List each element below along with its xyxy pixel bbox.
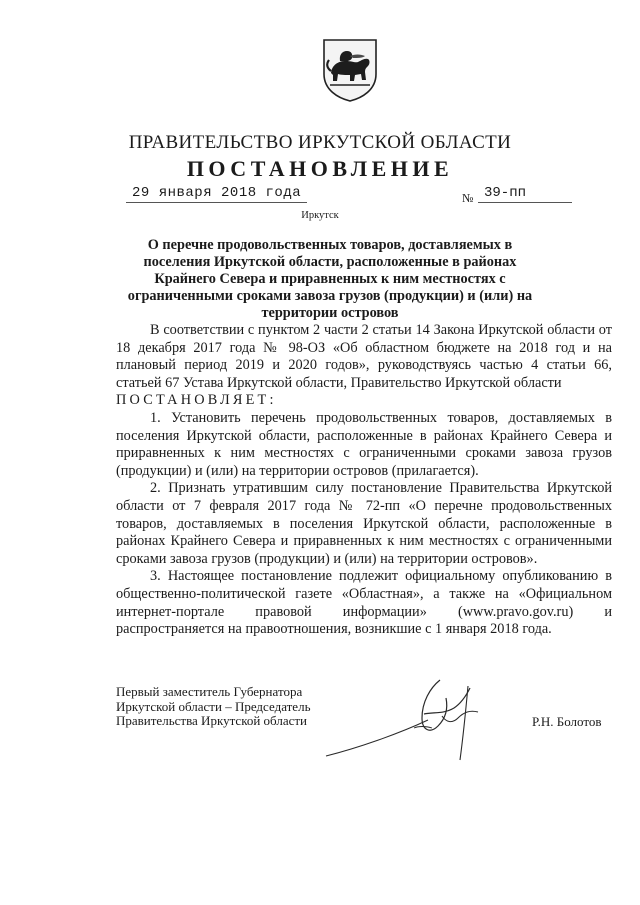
document-date: 29 января 2018 года bbox=[126, 185, 307, 203]
document-body bbox=[116, 322, 612, 639]
item-2-paragraph: 2. Признать утратившим силу постановление Правительства Иркутской области от 7 февраля 2017 года № 72-пп «О перечне продовольственных товаров, доставляемых в поселения Иркутской области, расположенные в районах Крайнего Севера и приравненных к ним местностях с ограниченными сроками завоза грузов (продукции) и (или) на территории островов». bbox=[116, 480, 612, 567]
position-line-2: Иркутской области – Председатель bbox=[116, 698, 311, 714]
position-line-1: Первый заместитель Губернатора bbox=[116, 684, 303, 699]
item-1-paragraph: 1. Установить перечень продовольственных товаров, доставляемых в поселения Иркутской области, расположенные в районах Крайнего Севера и приравненных к ним местностях с ограниченными сроками завоза грузов (продукции) и (или) на территории островов (прилагается). bbox=[116, 409, 612, 479]
signatory-position bbox=[116, 685, 311, 729]
coat-of-arms-icon bbox=[322, 38, 378, 102]
document-number: 39-пп bbox=[478, 185, 572, 203]
preamble-paragraph: В соответствии с пунктом 2 части 2 статьи 14 Закона Иркутской области от 18 декабря 2017 года № 98-ОЗ «Об областном бюджете на 2018 год и на плановый период 2019 и 2020 годов», руководствуясь частью 4 статьи 66, статьей 67 Устава Иркутской области, Правительство Иркутской области bbox=[116, 322, 612, 391]
position-line-3: Правительства Иркутской области bbox=[116, 713, 308, 728]
item-3-paragraph: 3. Настоящее постановление подлежит официальному опубликованию в общественно-политической газете «Областная», а также на «Официальном интернет-портале правовой информации» (www.pravo.gov.ru) и распространяется на правоотношения, возникшие с 1 января 2018 года. bbox=[116, 568, 612, 638]
city-name: Иркутск bbox=[301, 210, 339, 221]
document-type: ПОСТАНОВЛЕНИЕ bbox=[186, 156, 454, 181]
signer-name: Р.Н. Болотов bbox=[532, 714, 602, 729]
handwritten-signature bbox=[318, 668, 508, 768]
number-label: № bbox=[462, 191, 474, 205]
resolves-heading: ПОСТАНОВЛЯЕТ: bbox=[116, 392, 277, 409]
government-name: ПРАВИТЕЛЬСТВО ИРКУТСКОЙ ОБЛАСТИ bbox=[128, 132, 512, 153]
document-subject: О перечне продовольственных товаров, доставляемых в поселения Иркутской области, расположенные в районах Крайнего Севера и приравненных к ним местностях с ограниченными сроками завоза грузов (продукции) и (или) на территории островов bbox=[127, 237, 533, 321]
